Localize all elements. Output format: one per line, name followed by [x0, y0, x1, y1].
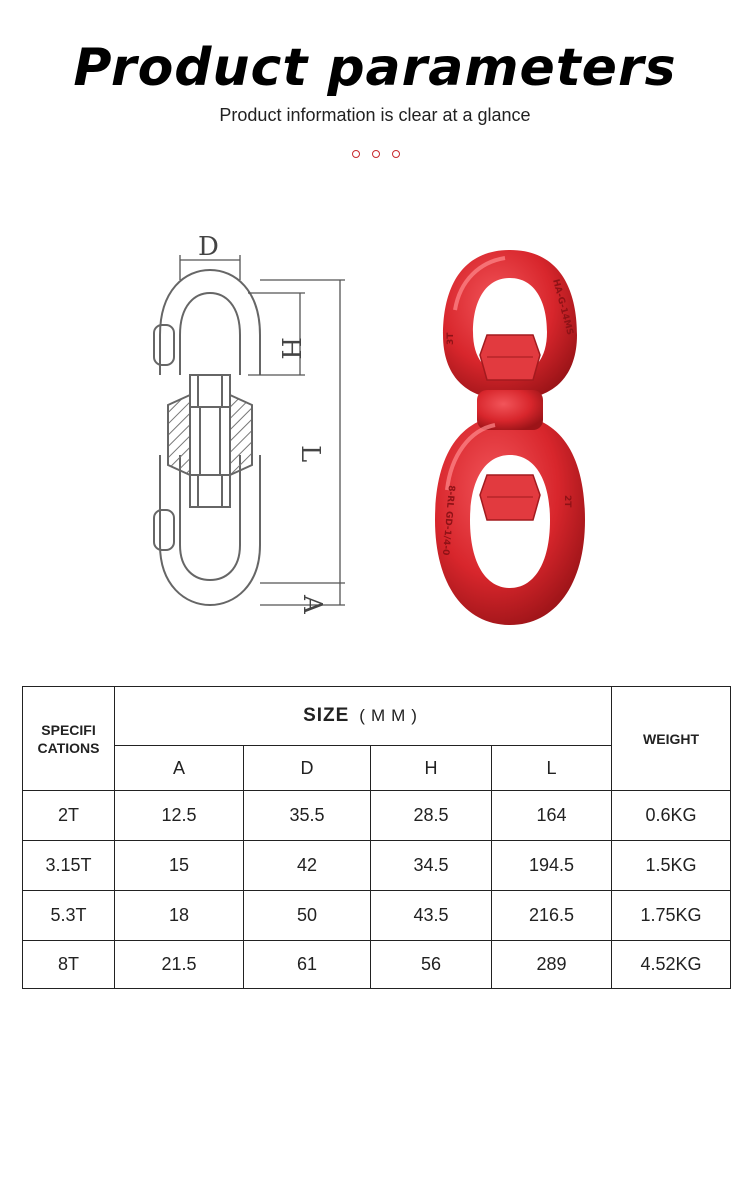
weight-cell: 4.52KG [612, 941, 731, 989]
spec-header [23, 687, 115, 791]
weight-header: WEIGHT [612, 687, 731, 791]
dimension-label-l: L [295, 445, 325, 463]
value-a-cell: 21.5 [115, 941, 244, 989]
value-a-cell: 18 [115, 891, 244, 941]
stamp-left: 3T [446, 332, 456, 345]
swivel-product-photo [425, 240, 595, 630]
spec-header-line2: CATIONS [37, 739, 100, 756]
column-header-d: D [244, 746, 371, 791]
decorative-dots [352, 150, 400, 160]
stamp-bottom: 8-RL GD-1/4-0 [439, 484, 456, 556]
value-l-cell: 216.5 [492, 891, 612, 941]
table-row [23, 841, 731, 891]
weight-cell: 1.5KG [612, 841, 731, 891]
value-a-cell: 12.5 [115, 791, 244, 841]
value-h-cell: 28.5 [371, 791, 492, 841]
column-header-h: H [371, 746, 492, 791]
value-l-cell: 289 [492, 941, 612, 989]
spec-header-line1: SPECIFI [41, 721, 96, 738]
weight-cell: 1.75KG [612, 891, 731, 941]
page-title: Product parameters [73, 38, 677, 98]
column-header-l: L [492, 746, 612, 791]
specification-table [22, 686, 731, 989]
swivel-technical-drawing [140, 225, 360, 625]
dot-icon [392, 150, 400, 158]
size-header [115, 687, 612, 746]
value-l-cell: 164 [492, 791, 612, 841]
spec-cell: 3.15T [23, 841, 115, 891]
column-header-a: A [115, 746, 244, 791]
spec-cell: 8T [23, 941, 115, 989]
dimension-label-h: H [275, 337, 305, 360]
value-l-cell: 194.5 [492, 841, 612, 891]
value-h-cell: 43.5 [371, 891, 492, 941]
value-h-cell: 56 [371, 941, 492, 989]
table-row [23, 891, 731, 941]
size-header-label: SIZE [303, 705, 350, 726]
value-d-cell: 50 [244, 891, 371, 941]
value-h-cell: 34.5 [371, 841, 492, 891]
table-row [23, 791, 731, 841]
value-d-cell: 42 [244, 841, 371, 891]
weight-cell: 0.6KG [612, 791, 731, 841]
dot-icon [352, 150, 360, 158]
dot-icon [372, 150, 380, 158]
spec-cell: 5.3T [23, 891, 115, 941]
page-subtitle: Product information is clear at a glance [219, 105, 531, 125]
stamp-top: HA-G-14MS [550, 278, 575, 337]
size-unit-label: (MM) [359, 706, 423, 725]
dimension-label-a: A [297, 595, 327, 614]
stamp-right: 2T [562, 495, 572, 508]
value-d-cell: 61 [244, 941, 371, 989]
value-d-cell: 35.5 [244, 791, 371, 841]
table-row [23, 941, 731, 989]
value-a-cell: 15 [115, 841, 244, 891]
dimension-label-d: D [198, 232, 219, 262]
spec-cell: 2T [23, 791, 115, 841]
